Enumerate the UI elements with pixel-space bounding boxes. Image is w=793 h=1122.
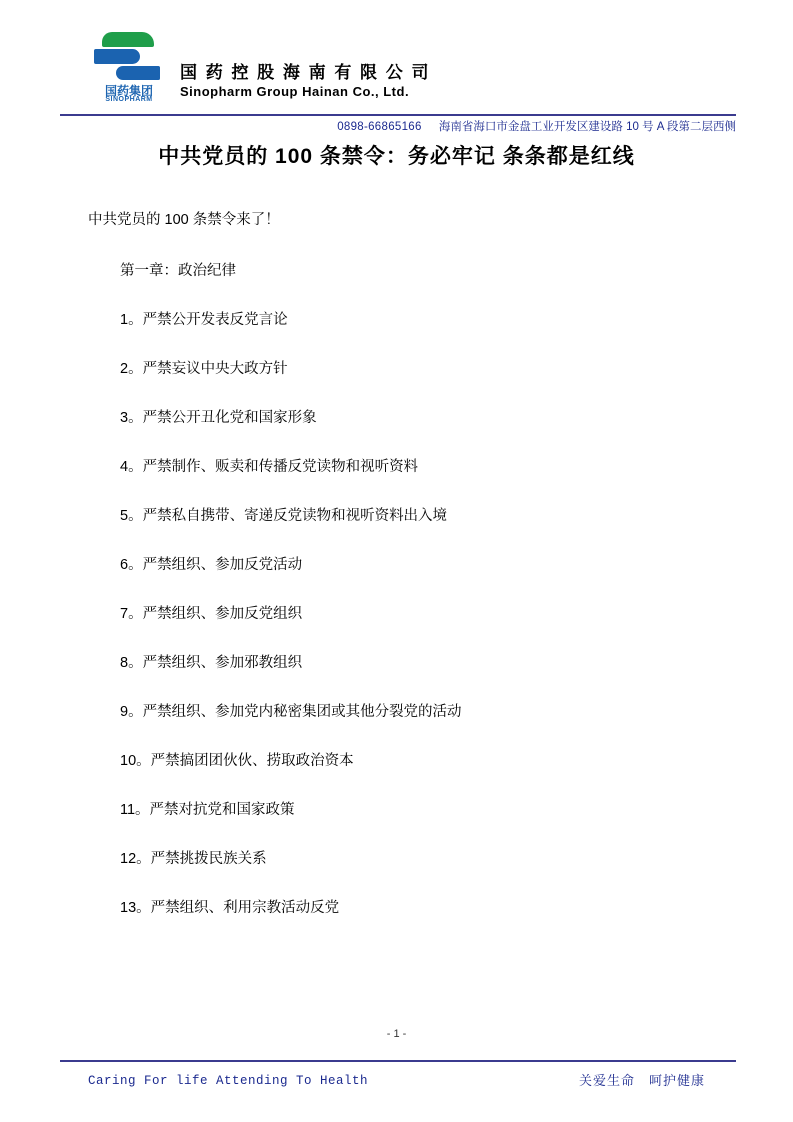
logo-mark-icon [92, 32, 166, 82]
page-title: 中共党员的 100 条禁令：务必牢记 条条都是红线 [158, 145, 635, 168]
list-item: 12。严禁挑拨民族关系 [120, 851, 267, 867]
logo-green-shape [102, 32, 154, 47]
header-divider [60, 114, 736, 116]
list-item: 9。严禁组织、参加党内秘密集团或其他分裂党的活动 [120, 704, 462, 720]
list-item: 3。严禁公开丑化党和国家形象 [120, 410, 317, 426]
logo-blue-shape-lower [116, 66, 160, 80]
list-item: 13。严禁组织、利用宗教活动反党 [120, 900, 340, 916]
page-number: - 1 - [386, 1028, 407, 1040]
footer-slogan-chinese-part2: 呵护健康 [648, 1073, 705, 1088]
company-name-chinese: 国 药 控 股 海 南 有 限 公 司 [180, 63, 431, 82]
list-item: 7。严禁组织、参加反党组织 [120, 606, 303, 622]
list-item: 8。严禁组织、参加邪教组织 [120, 655, 303, 671]
company-phone: 0898-66865166 [337, 121, 422, 133]
footer-divider [60, 1060, 736, 1062]
list-item: 11。严禁对抗党和国家政策 [120, 802, 295, 818]
list-item: 5。严禁私自携带、寄递反党读物和视听资料出入境 [120, 508, 448, 524]
logo-blue-shape-upper [94, 49, 140, 64]
logo-english-abbr: SINOPHARM [105, 96, 153, 103]
footer-slogan-chinese [579, 1070, 705, 1089]
company-logo [92, 32, 170, 104]
footer-slogan-english: Caring For life Attending To Health [88, 1074, 369, 1088]
company-name-english: Sinopharm Group Hainan Co., Ltd. [180, 84, 410, 99]
company-address: 海南省海口市金盘工业开发区建设路 10 号 A 段第二层西侧 [438, 121, 736, 133]
document-content [0, 130, 793, 917]
list-item: 10。严禁搞团团伙伙、捞取政治资本 [120, 753, 354, 769]
logo-chinese-abbr: 国药集团 [104, 84, 153, 98]
chapter-heading: 第一章：政治纪律 [120, 263, 236, 279]
list-item: 1。严禁公开发表反党言论 [120, 312, 288, 328]
document-lead: 中共党员的 100 条禁令来了！ [88, 212, 280, 228]
list-item: 6。严禁组织、参加反党活动 [120, 557, 303, 573]
page-header [0, 20, 793, 133]
list-item: 4。严禁制作、贩卖和传播反党读物和视听资料 [120, 459, 419, 475]
footer-slogan-chinese-part1: 关爱生命 [578, 1073, 635, 1088]
list-item: 2。严禁妄议中央大政方针 [120, 361, 288, 377]
